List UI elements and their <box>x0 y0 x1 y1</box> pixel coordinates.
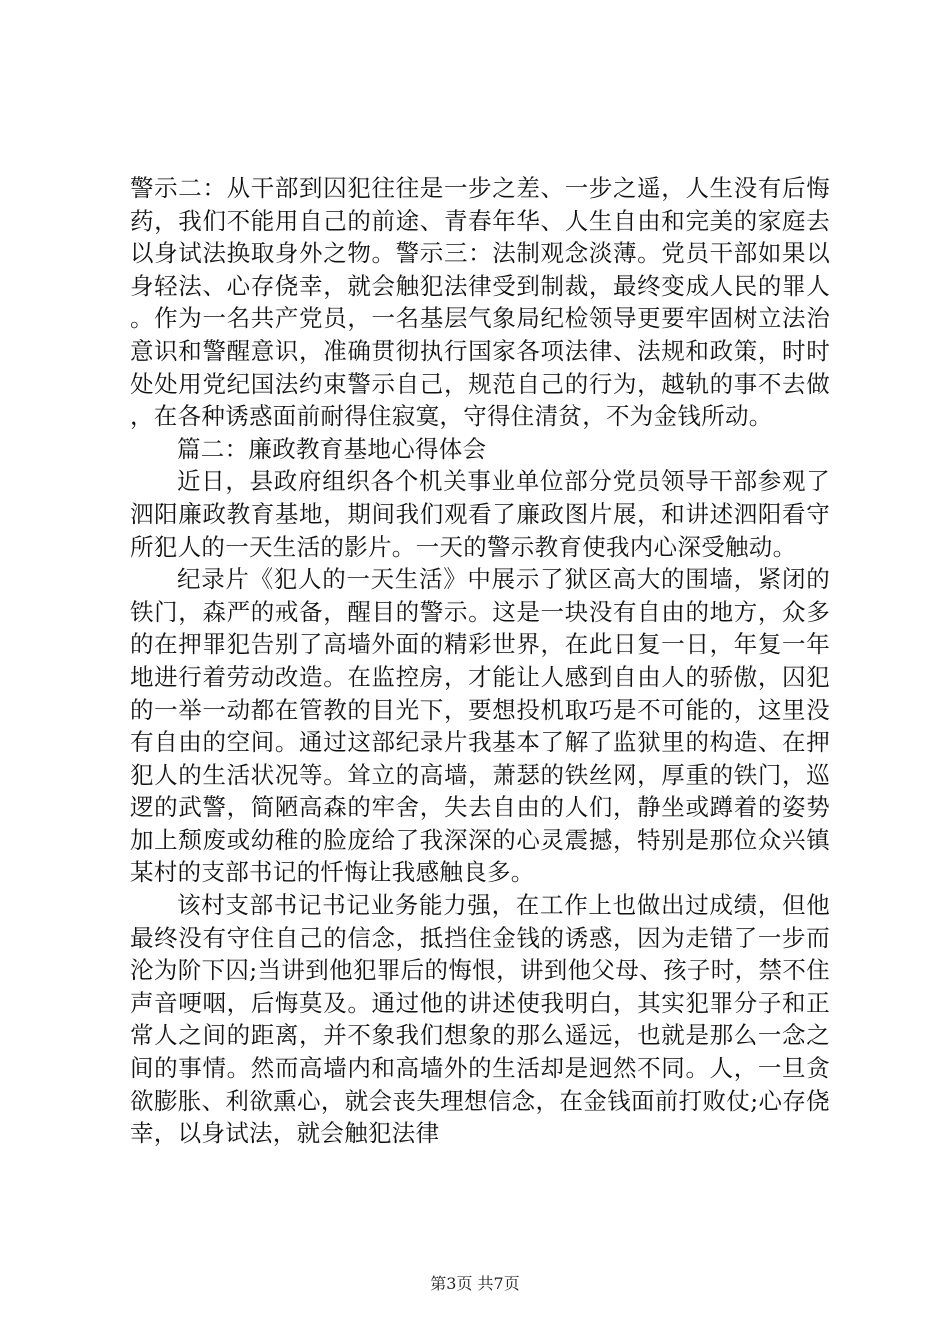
page-number-footer: 第3页 共7页 <box>430 1274 520 1293</box>
paragraph-documentary: 纪录片《犯人的一天生活》中展示了狱区高大的围墙，紧闭的铁门，森严的戒备，醒目的警示。这是一块没有自由的地方，众多的在押罪犯告别了高墙外面的精彩世界，在此日复一日，年复一年地进行着劳动改造。在监控房，才能让人感到自由人的骄傲，囚犯的一举一动都在管教的目光下，要想投机取巧是不可能的，这里没有自由的空间。通过这部纪录片我基本了解了监狱里的构造、在押犯人的生活状况等。耸立的高墙，萧瑟的铁丝网，厚重的铁门，巡逻的武警，简陋高森的牢舍，失去自由的人们，静坐或蹲着的姿势加上颓废或幼稚的脸庞给了我深深的心灵震撼，特别是那位众兴镇某村的支部书记的忏悔让我感触良多。 <box>130 565 830 887</box>
section-heading-article-two: 篇二：廉政教育基地心得体会 <box>177 434 487 463</box>
document-body <box>130 172 830 1150</box>
paragraph-warning-two-three: 警示二：从干部到囚犯往往是一步之差、一步之遥，人生没有后悔药，我们不能用自己的前途、青春年华、人生自由和完美的家庭去以身试法换取身外之物。警示三：法制观念淡薄。党员干部如果以身轻法、心存侥幸，就会触犯法律受到制裁，最终变成人民的罪人。作为一名共产党员，一名基层气象局纪检领导更要牢固树立法治意识和警醒意识，准确贯彻执行国家各项法律、法规和政策，时时处处用党纪国法约束警示自己，规范自己的行为，越轨的事不去做，在各种诱惑面前耐得住寂寞，守得住清贫，不为金钱所动。 <box>130 174 830 431</box>
paragraph-recent-visit: 近日，县政府组织各个机关事业单位部分党员领导干部参观了泗阳廉政教育基地，期间我们观看了廉政图片展，和讲述泗阳看守所犯人的一天生活的影片。一天的警示教育使我内心深受触动。 <box>130 467 830 561</box>
paragraph-village-secretary: 该村支部书记书记业务能力强，在工作上也做出过成绩，但他最终没有守住自己的信念，抵挡住金钱的诱惑，因为走错了一步而沦为阶下囚;当讲到他犯罪后的悔恨，讲到他父母、孩子时，禁不住声音哽咽，后悔莫及。通过他的讲述使我明白，其实犯罪分子和正常人之间的距离，并不象我们想象的那么遥远，也就是那么一念之间的事情。然而高墙内和高墙外的生活却是迥然不同。人，一旦贪欲膨胀、利欲熏心，就会丧失理想信念，在金钱面前打败仗;心存侥幸，以身试法，就会触犯法律 <box>130 891 830 1148</box>
